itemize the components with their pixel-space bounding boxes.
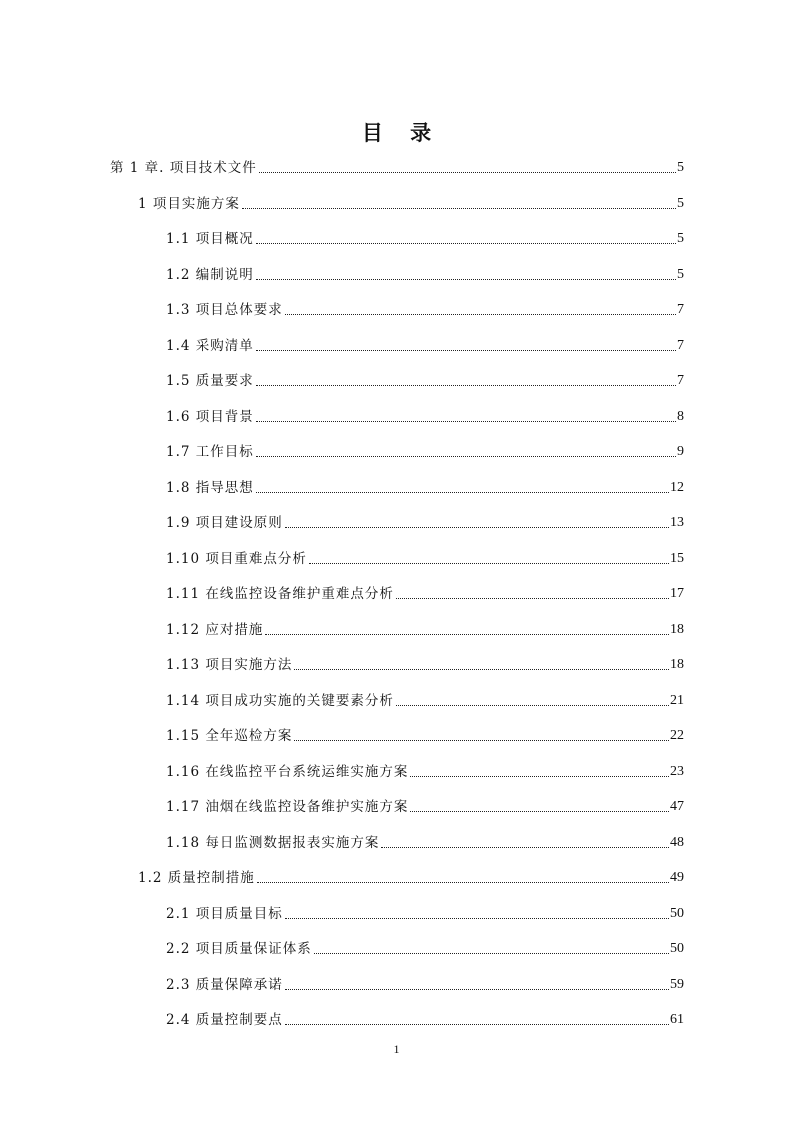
toc-entry[interactable] <box>166 1005 684 1029</box>
dot-leader <box>410 776 669 777</box>
dot-leader <box>256 492 669 493</box>
toc-entry[interactable] <box>166 508 684 532</box>
dot-leader <box>265 634 669 635</box>
dot-leader <box>410 811 669 812</box>
toc-entry[interactable] <box>166 828 684 852</box>
toc-entry[interactable] <box>138 863 684 887</box>
dot-leader <box>285 314 676 315</box>
page-number: 1 <box>393 1042 400 1056</box>
toc-entry[interactable] <box>166 970 684 994</box>
dot-leader <box>285 527 669 528</box>
toc-entry-label: 1.14 项目成功实施的关键要素分析 <box>166 692 394 709</box>
dot-leader <box>294 669 669 670</box>
toc-entry[interactable] <box>166 721 684 745</box>
toc-entry-label: 1.4 采购清单 <box>166 337 254 354</box>
dot-leader <box>314 953 669 954</box>
toc-entry-page: 49 <box>670 870 684 885</box>
toc-entry-page: 5 <box>677 160 684 175</box>
toc-entry[interactable] <box>166 544 684 568</box>
toc-entry-label: 1.2 编制说明 <box>166 266 254 283</box>
toc-entry[interactable] <box>166 260 684 284</box>
dot-leader <box>242 208 676 209</box>
toc-entry[interactable] <box>110 153 684 177</box>
toc-entry-page: 18 <box>670 621 684 637</box>
toc-entry[interactable] <box>166 757 684 781</box>
toc-entry-page: 12 <box>670 479 684 495</box>
toc-entry-page: 22 <box>670 728 684 743</box>
toc-entry-page: 7 <box>677 337 684 353</box>
toc-entry[interactable] <box>166 650 684 674</box>
toc-entry[interactable] <box>166 437 684 461</box>
toc-entry-page: 15 <box>670 550 684 566</box>
toc-entry-label: 1.16 在线监控平台系统运维实施方案 <box>166 763 409 780</box>
toc-entry[interactable] <box>166 686 684 710</box>
toc-entry-page: 13 <box>670 515 684 530</box>
toc-entry-label: 1.13 项目实施方法 <box>166 657 293 673</box>
dot-leader <box>256 243 676 244</box>
dot-leader <box>285 989 669 990</box>
toc-title: 目 录 <box>361 120 442 145</box>
dot-leader <box>396 705 669 706</box>
toc-entry-page: 59 <box>670 976 684 992</box>
toc-entry-page: 7 <box>677 302 684 317</box>
toc-entry-label: 2.2 项目质量保证体系 <box>166 941 312 957</box>
toc-entry-page: 5 <box>677 195 684 211</box>
toc-entry[interactable] <box>166 579 684 603</box>
toc-entry[interactable] <box>166 224 684 248</box>
toc-entry-label: 2.3 质量保障承诺 <box>166 976 283 993</box>
toc-entry[interactable] <box>166 366 684 390</box>
toc-entry[interactable] <box>166 934 684 958</box>
toc-entry-page: 21 <box>670 692 684 708</box>
toc-entry-page: 47 <box>670 799 684 814</box>
toc-entry-page: 5 <box>677 266 684 282</box>
dot-leader <box>309 563 669 564</box>
dot-leader <box>285 1024 669 1025</box>
dot-leader <box>256 385 676 386</box>
toc-entry-label: 1.2 质量控制措施 <box>138 870 255 886</box>
toc-entry[interactable] <box>166 899 684 923</box>
dot-leader <box>381 847 669 848</box>
toc-entry-label: 1.12 应对措施 <box>166 621 264 638</box>
dot-leader <box>294 740 669 741</box>
dot-leader <box>285 918 669 919</box>
toc-entry-label: 1.6 项目背景 <box>166 408 254 425</box>
dot-leader <box>396 598 669 599</box>
toc-entry-page: 50 <box>670 905 684 921</box>
toc-entry[interactable] <box>166 615 684 639</box>
dot-leader <box>256 279 676 280</box>
dot-leader <box>256 456 676 457</box>
toc-entry-page: 5 <box>677 231 684 246</box>
toc-entry-page: 50 <box>670 941 684 956</box>
toc-entry-page: 17 <box>670 586 684 601</box>
toc-entry-label: 1.15 全年巡检方案 <box>166 728 293 744</box>
toc-entry-label: 第 1 章. 项目技术文件 <box>110 160 257 176</box>
toc-entry-label: 1.11 在线监控设备维护重难点分析 <box>166 586 394 602</box>
dot-leader <box>256 421 676 422</box>
toc-entry-page: 18 <box>670 657 684 672</box>
toc-entry-label: 1 项目实施方案 <box>138 195 240 212</box>
toc-entry[interactable] <box>166 792 684 816</box>
toc-entry-label: 1.1 项目概况 <box>166 231 254 247</box>
toc-entry[interactable] <box>166 473 684 497</box>
toc-entry-label: 1.10 项目重难点分析 <box>166 550 307 567</box>
toc-entry-page: 23 <box>670 763 684 779</box>
toc-entry-label: 2.4 质量控制要点 <box>166 1012 283 1028</box>
toc-entry-page: 8 <box>677 408 684 424</box>
toc-entry-label: 1.7 工作目标 <box>166 444 254 460</box>
toc-entry-page: 7 <box>677 373 684 388</box>
toc-entry[interactable] <box>166 402 684 426</box>
dot-leader <box>256 350 676 351</box>
toc-entry-label: 1.17 油烟在线监控设备维护实施方案 <box>166 799 409 815</box>
dot-leader <box>257 882 669 883</box>
toc-entry-label: 1.3 项目总体要求 <box>166 302 283 318</box>
dot-leader <box>259 172 676 173</box>
toc-entry-label: 2.1 项目质量目标 <box>166 905 283 922</box>
toc-entry-label: 1.8 指导思想 <box>166 479 254 496</box>
toc-entry-label: 1.18 每日监测数据报表实施方案 <box>166 834 380 851</box>
toc-entry-page: 48 <box>670 834 684 850</box>
toc-entry[interactable] <box>138 189 684 213</box>
toc-entry-page: 61 <box>670 1012 684 1027</box>
toc-entry-page: 9 <box>677 444 684 459</box>
toc-entry-label: 1.9 项目建设原则 <box>166 515 283 531</box>
toc-entry[interactable] <box>166 295 684 319</box>
toc-entry[interactable] <box>166 331 684 355</box>
toc-entry-label: 1.5 质量要求 <box>166 373 254 389</box>
